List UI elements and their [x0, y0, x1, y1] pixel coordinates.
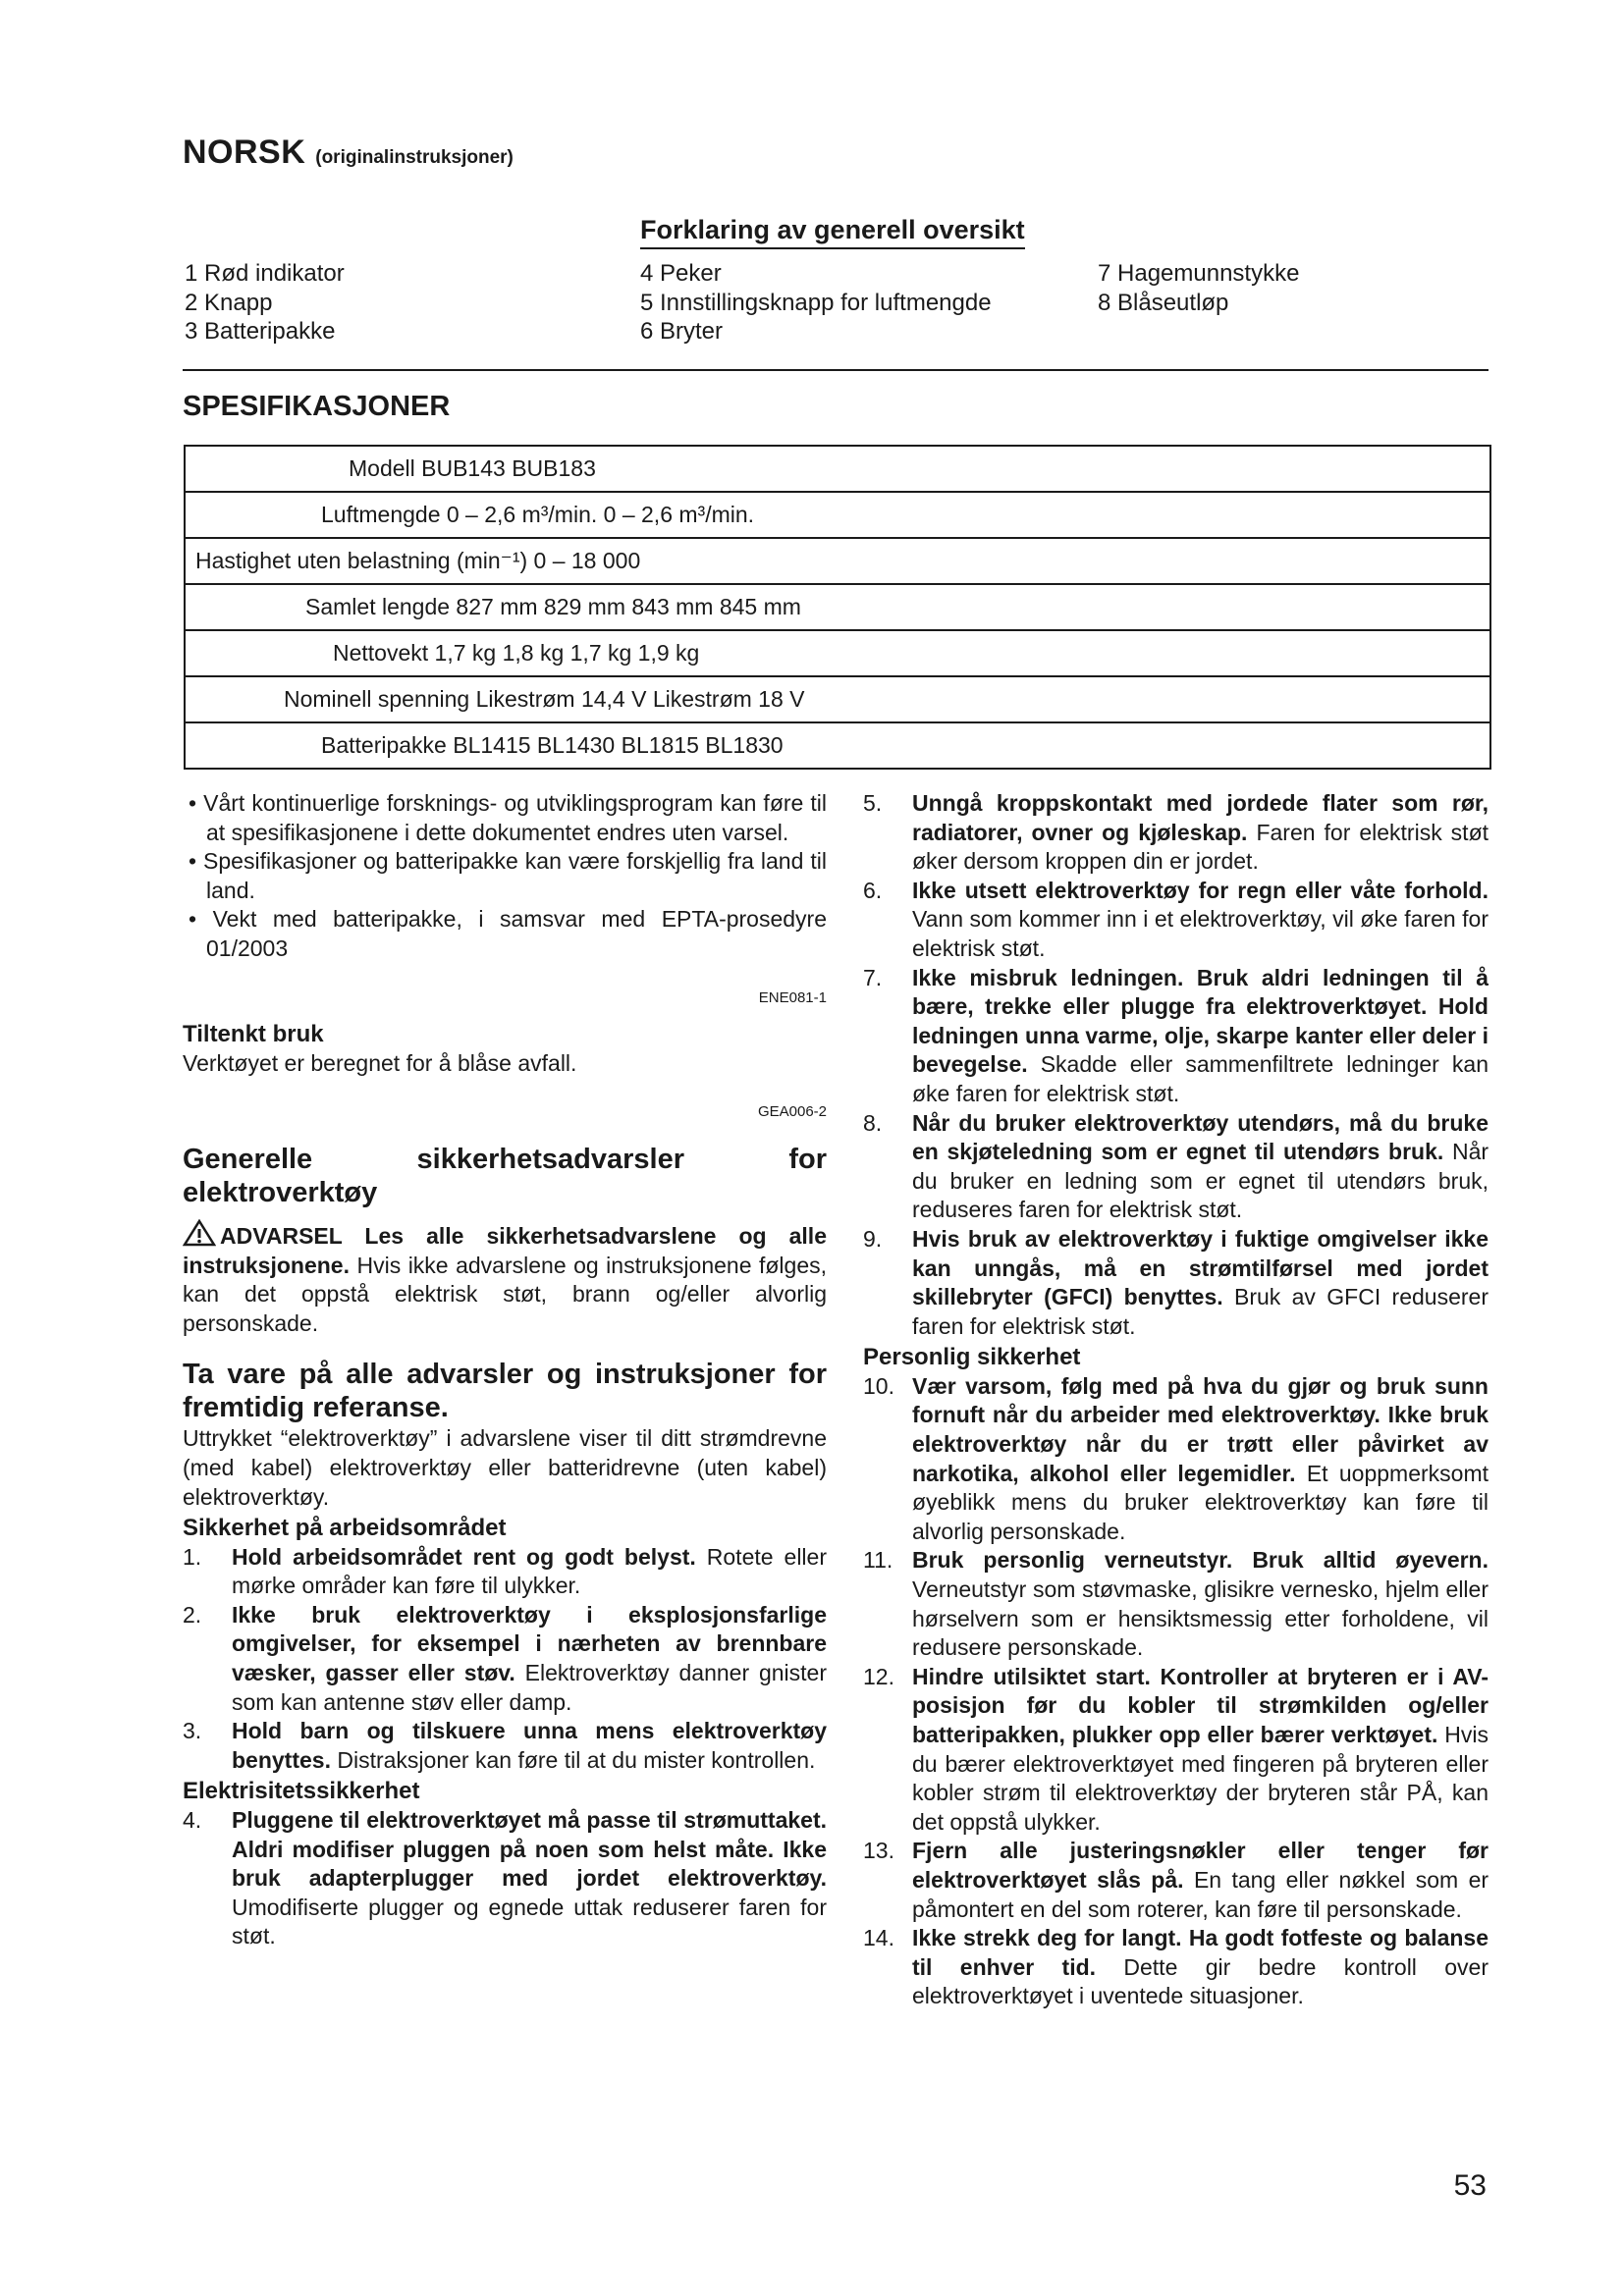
item-number: 5. — [863, 790, 883, 816]
language-label: NORSK — [183, 133, 306, 171]
safety-item: 2. Ikke bruk elektroverktøy i eksplosjonsfarlige omgivelser, for eksempel i nærheten av brennbare væsker, gasser eller støv. Elektroverktøy danner gnister som kan antenne støv eller damp. — [183, 1601, 827, 1717]
overview-col-2 — [640, 259, 992, 347]
item-number: 6. — [863, 877, 883, 903]
item-number: 12. — [863, 1663, 894, 1689]
safety-item: 9. Hvis bruk av elektroverktøy i fuktige omgivelser ikke kan unngås, må en strømtilførsel med jordet skillebryter (GFCI) benyttes. Bruk av GFCI reduserer faren for elektrisk støt. — [863, 1225, 1489, 1341]
item-number: 4. — [183, 1807, 202, 1834]
safety-item: 4. Pluggene til elektroverktøyet må passe til strømuttaket. Aldri modifiser pluggen på noen som helst måte. Ikke bruk adapterplugger med jordet elektroverktøy. Umodifiserte plugger og egnede uttak reduserer faren for støt. — [183, 1806, 827, 1951]
warning-triangle-icon — [183, 1219, 216, 1247]
spec-note: • Vekt med batteripakke, i samsvar med EPTA-prosedyre 01/2003 — [189, 906, 828, 961]
overview-col-1 — [185, 259, 345, 347]
safety-item: 7. Ikke misbruk ledningen. Bruk aldri ledningen til å bære, trekke eller plugge fra elektroverktøyet. Hold ledningen unna varme, olje, skarpe kanter eller deler i bevegelse. Skadde eller sammenfiltrete ledninger kan øke faren for elektrisk støt. — [863, 964, 1489, 1109]
warning-bold: ADVARSEL Les alle sikkerhetsadvarslene og alle instruksjonene. — [183, 1222, 827, 1278]
language-title — [183, 133, 514, 172]
overview-item: 5 Innstillingsknapp for luftmengde — [640, 289, 992, 316]
overview-item: 2 Knapp — [185, 289, 273, 316]
work-area-title: Sikkerhet på arbeidsområdet — [183, 1515, 507, 1542]
safety-item: 14. Ikke strekk deg for langt. Ha godt fotfeste og balanse til enhver tid. Dette gir bedre kontroll over elektroverktøyet i uventede situasjoner. — [863, 1924, 1489, 2011]
spec-cell: Samlet lengde 827 mm 829 mm 843 mm 845 mm — [185, 584, 1490, 630]
specs-row — [185, 630, 1490, 676]
spec-cell: Nominell spenning Likestrøm 14,4 V Likestrøm 18 V — [185, 676, 1490, 722]
spec-cell: Hastighet uten belastning (min⁻¹) 0 – 18 000 — [185, 538, 1490, 584]
overview-item: 3 Batteripakke — [185, 318, 336, 345]
overview-item: 8 Blåseutløp — [1098, 289, 1229, 316]
item-number: 11. — [863, 1547, 893, 1574]
safety-item: 11. Bruk personlig verneutstyr. Bruk alltid øyevern. Verneutstyr som støvmaske, glisikre vernesko, hjelm eller hørselvern som er hensiktsmessig etter forholdene, vil redusere personskade. — [863, 1546, 1489, 1662]
item-number: 1. — [183, 1543, 202, 1570]
safety-item: 8. Når du bruker elektroverktøy utendørs, må du bruke en skjøteledning som er egnet til utendørs bruk. Når du bruker en ledning som er egnet til utendørs bruk, reduseres faren for elektrisk støt. — [863, 1109, 1489, 1225]
item-number: 7. — [863, 964, 883, 990]
item-number: 9. — [863, 1225, 883, 1252]
specs-row — [185, 492, 1490, 538]
page-number: 53 — [1453, 2169, 1487, 2202]
keep-instructions-text: Uttrykket “elektroverktøy” i advarslene viser til ditt strømdrevne (med kabel) elektroverktøy eller batteridrevne (uten kabel) elektroverktøy. — [183, 1425, 827, 1510]
warning-text: Hvis ikke advarslene og instruksjonene følges, kan det oppstå elektrisk støt, brann og/eller alvorlig personskade. — [183, 1252, 827, 1336]
spec-cell: Modell BUB143 BUB183 — [185, 446, 1490, 492]
right-column — [863, 789, 1489, 2011]
spec-cell: Nettovekt 1,7 kg 1,8 kg 1,7 kg 1,9 kg — [185, 630, 1490, 676]
item-number: 13. — [863, 1838, 894, 1864]
specs-row — [185, 584, 1490, 630]
specs-title: SPESIFIKASJONER — [183, 391, 451, 422]
spec-cell: Luftmengde 0 – 2,6 m³/min. 0 – 2,6 m³/min. — [185, 492, 1490, 538]
specs-row — [185, 538, 1490, 584]
overview-item: 6 Bryter — [640, 318, 724, 345]
safety-item: 12. Hindre utilsiktet start. Kontroller at bryteren er i AV-posisjon før du kobler til strømkilden og/eller batteripakken, plukker opp eller bærer verktøyet. Hvis du bærer elektroverktøyet med fingeren på bryteren eller kobler strøm til elektroverktøy der bryteren står PÅ, kan det oppstå ulykker. — [863, 1663, 1489, 1838]
safety-item: 1. Hold arbeidsområdet rent og godt belyst. Rotete eller mørke områder kan føre til ulykker. — [183, 1543, 827, 1601]
specs-row — [185, 676, 1490, 722]
safety-item: 10. Vær varsom, følg med på hva du gjør og bruk sunn fornuft når du arbeider med elektroverktøy. Ikke bruk elektroverktøy når du er trøtt eller påvirket av narkotika, alkohol eller legemidler. Et uoppmerksomt øyeblikk mens du bruker elektroverktøy kan føre til alvorlig personskade. — [863, 1372, 1489, 1547]
doc-code: GEA006-2 — [757, 1103, 827, 1121]
specs-row — [185, 722, 1490, 769]
keep-instructions-title: Ta vare på alle advarsler og instruksjoner for fremtidig referanse. — [183, 1359, 827, 1424]
safety-item: 6. Ikke utsett elektroverktøy for regn eller våte forhold. Vann som kommer inn i et elektroverktøy, vil øke faren for elektrisk støt. — [863, 877, 1489, 964]
safety-item: 3. Hold barn og tilskuere unna mens elektroverktøy benyttes. Distraksjoner kan føre til at du mister kontrollen. — [183, 1717, 827, 1775]
spec-cell: Batteripakke BL1415 BL1430 BL1815 BL1830 — [185, 722, 1490, 769]
item-number: 10. — [863, 1372, 894, 1399]
electrical-safety-title: Elektrisitetssikkerhet — [183, 1778, 420, 1805]
overview-item: 1 Rød indikator — [185, 260, 345, 287]
safety-title: Generelle sikkerhetsadvarsler for elektroverktøy — [183, 1143, 827, 1208]
specs-row — [185, 446, 1490, 492]
overview-item: 4 Peker — [640, 260, 722, 287]
intended-use-text: Verktøyet er beregnet for å blåse avfall. — [183, 1049, 577, 1076]
item-number: 3. — [183, 1718, 202, 1744]
safety-item: 13. Fjern alle justeringsnøkler eller tenger før elektroverktøyet slås på. En tang eller nøkkel som er påmontert en del som roterer, kan føre til personskade. — [863, 1837, 1489, 1924]
spec-note: • Spesifikasjoner og batteripakke kan være forskjellig fra land til land. — [189, 848, 827, 903]
item-number: 2. — [183, 1601, 202, 1628]
item-number: 14. — [863, 1925, 894, 1951]
doc-code: ENE081-1 — [758, 988, 827, 1006]
overview-title: Forklaring av generell oversikt — [640, 215, 1025, 249]
personal-safety-title: Personlig sikkerhet — [863, 1344, 1081, 1371]
spec-note: • Vårt kontinuerlige forsknings- og utviklingsprogram kan føre til at spesifikasjonene i dette dokumentet endres uten varsel. — [189, 790, 827, 845]
section-divider — [183, 369, 1489, 371]
specs-table — [184, 445, 1491, 770]
overview-item: 7 Hagemunnstykke — [1098, 260, 1300, 287]
language-subtitle: (originalinstruksjoner) — [315, 147, 514, 168]
safety-item: 5. Unngå kroppskontakt med jordede flater som rør, radiatorer, ovner og kjøleskap. Faren for elektrisk støt øker dersom kroppen din er jordet. — [863, 789, 1489, 877]
intended-use-title: Tiltenkt bruk — [183, 1021, 324, 1048]
warning-paragraph — [183, 1219, 827, 1338]
item-number: 8. — [863, 1109, 883, 1136]
left-column — [183, 789, 827, 1951]
overview-col-3 — [1098, 259, 1299, 317]
